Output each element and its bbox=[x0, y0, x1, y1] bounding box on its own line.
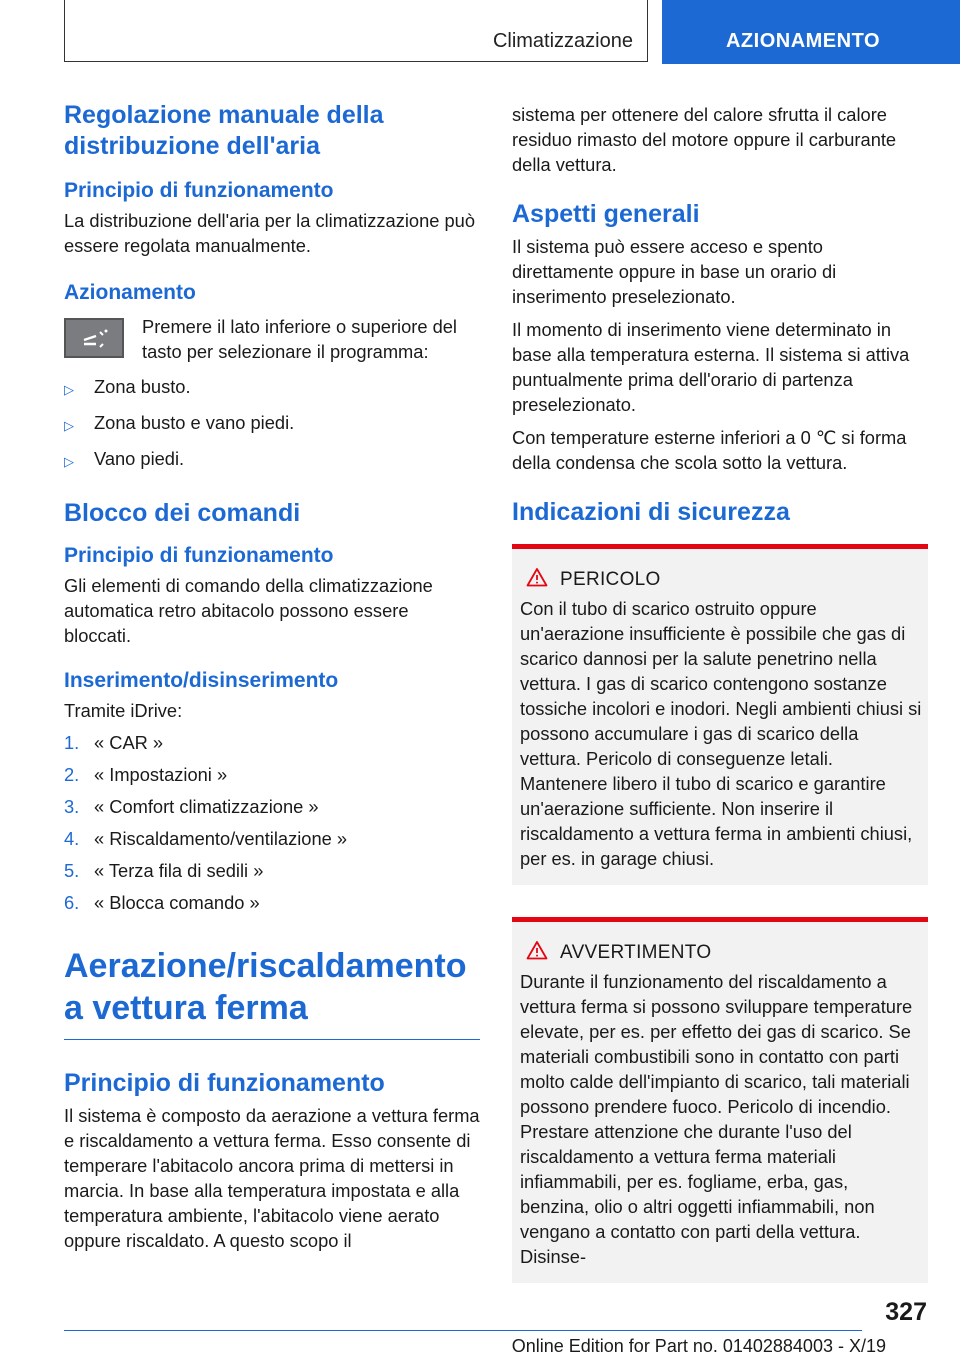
chapter-heading-parking-heating: Aerazione/riscaldamento a vettura ferma bbox=[64, 947, 467, 1027]
triangle-bullet-icon: ▷ bbox=[64, 454, 74, 469]
list-item: 4. « Riscaldamento/ventilazione » bbox=[64, 828, 348, 849]
page-header bbox=[0, 0, 960, 64]
list-item: 3. « Comfort climatizzazione » bbox=[64, 796, 319, 817]
idrive-steps bbox=[64, 730, 480, 915]
left-column bbox=[64, 100, 480, 1253]
paragraph-general-1: Il sistema può essere acceso e spento direttamente oppure in base un orario di inserimento preselezionato. bbox=[512, 236, 837, 307]
paragraph-idrive: Tramite iDrive: bbox=[64, 700, 183, 721]
header-chapter-tab[interactable] bbox=[662, 0, 960, 64]
list-item: ▷ Zona busto e vano piedi. bbox=[64, 410, 480, 438]
paragraph-parking-heating: Il sistema è composto da aerazione a vettura ferma e riscaldamento a vettura ferma. Esso consente di temperare l'abitacolo ancora prima di mettersi in marcia. In base alla temperatura impostata e alla temperatura ambiente, l'abitacolo viene aerato oppure riscaldato. A questo scopo il bbox=[64, 1105, 480, 1251]
header-section-title: Climatizzazione bbox=[492, 30, 633, 52]
list-item: 1. « CAR » bbox=[64, 732, 164, 753]
subheading-principle: Principio di funzionamento bbox=[64, 179, 334, 202]
list-item: 5. « Terza fila di sedili » bbox=[64, 860, 264, 881]
triangle-bullet-icon: ▷ bbox=[64, 382, 74, 397]
section-heading-safety: Indicazioni di sicurezza bbox=[512, 498, 790, 526]
air-distribution-button-icon bbox=[64, 318, 124, 358]
footer-edition: Online Edition for Part no. 01402884003 - X/19 bbox=[511, 1336, 886, 1356]
warning-title: AVVERTIMENTO bbox=[560, 941, 712, 963]
list-item: 2. « Impostazioni » bbox=[64, 764, 228, 785]
warning-text: Durante il funzionamento del riscaldamento a vettura ferma si possono sviluppare temperature elevate, per es. per effetto dei gas di scarico. Se materiali combustibili sono in contatto con parti molto calde dell'impianto di scarico, tali materiali possono prendere fuoco. Pericolo di incendio. Prestare attenzione che durante l'uso del riscaldamento a vettura ferma materiali infiammabili, per es. fogliame, erba, gas, benzina, olio o altri oggetti infiammabili, non vengano a contatto con parti della vettura. Disinse- bbox=[520, 971, 913, 1267]
list-item: ▷ Zona busto. bbox=[64, 374, 480, 402]
program-list bbox=[64, 374, 480, 474]
danger-header bbox=[520, 567, 922, 592]
subheading-switch-on-off: Inserimento/disinserimento bbox=[64, 669, 339, 692]
footer-divider bbox=[64, 1330, 862, 1331]
paragraph-control-lock: Gli elementi di comando della climatizzazione automatica retro abitacolo possono essere bloccati. bbox=[64, 575, 433, 646]
paragraph-continued: sistema per ottenere del calore sfrutta il calore residuo rimasto del motore oppure il carburante della vettura. bbox=[512, 104, 897, 175]
warning-header bbox=[520, 940, 922, 965]
triangle-bullet-icon: ▷ bbox=[64, 418, 74, 433]
heading-divider bbox=[64, 1039, 480, 1040]
page-number: 327 bbox=[885, 1298, 927, 1326]
warning-box bbox=[512, 917, 928, 1283]
danger-text: Con il tubo di scarico ostruito oppure un'aerazione insufficiente è possibile che gas di scarico dannosi per la salute penetrino nella vettura. I gas di scarico contengono sostanze tossiche incolori e inodori. Negli ambienti chiusi si possono accumulare i gas di scarico della vettura. Pericolo di conseguenze letali. Mantenere libero il tubo di scarico e garantire un'aerazione sufficiente. Non inserire il riscaldamento a vettura ferma in ambienti chiusi, per es. in garage chiusi. bbox=[520, 598, 922, 869]
danger-box bbox=[512, 544, 928, 885]
warning-triangle-icon bbox=[526, 567, 548, 592]
paragraph-principle: La distribuzione dell'aria per la climatizzazione può essere regolata manualmente. bbox=[64, 210, 475, 256]
paragraph-general-3: Con temperature esterne inferiori a 0 ℃ si forma della condensa che scola sotto la vettura. bbox=[512, 427, 907, 473]
paragraph-general-2: Il momento di inserimento viene determinato in base alla temperatura esterna. Il sistema si attiva puntualmente prima dell'orario di partenza preselezionato. bbox=[512, 319, 910, 415]
section-heading-control-lock: Blocco dei comandi bbox=[64, 499, 301, 527]
section-heading-general: Aspetti generali bbox=[512, 200, 700, 228]
subheading-operation: Azionamento bbox=[64, 281, 196, 304]
list-item: ▷ Vano piedi. bbox=[64, 446, 480, 474]
header-section-box bbox=[64, 0, 648, 62]
subheading-principle: Principio di funzionamento bbox=[64, 544, 334, 567]
danger-title: PERICOLO bbox=[560, 568, 661, 590]
right-column bbox=[512, 100, 928, 1283]
section-heading-principle: Principio di funzionamento bbox=[64, 1069, 385, 1097]
warning-triangle-icon bbox=[526, 940, 548, 965]
operation-instruction: Premere il lato inferiore o superiore del tasto per selezionare il programma: bbox=[142, 316, 457, 362]
section-heading-air-distribution: Regolazione manuale della distribuzione dell'aria bbox=[64, 101, 384, 160]
header-chapter-title: AZIONAMENTO bbox=[725, 30, 880, 52]
list-item: 6. « Blocca comando » bbox=[64, 892, 260, 913]
operation-row bbox=[64, 314, 480, 364]
